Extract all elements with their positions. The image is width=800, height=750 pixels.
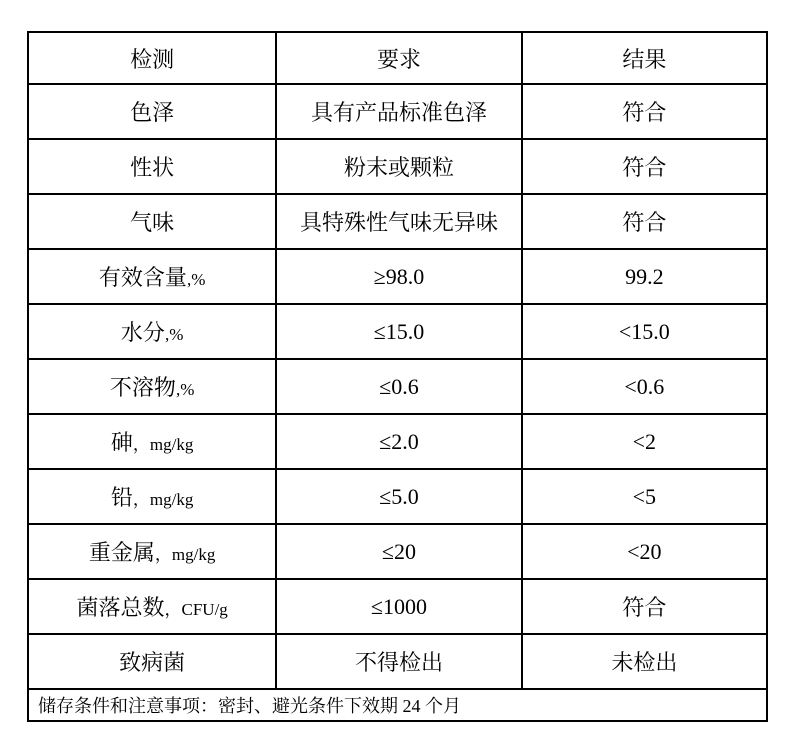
header-cell-requirement: 要求 xyxy=(276,32,521,84)
requirement-cell: 具有产品标准色泽 xyxy=(276,84,521,139)
test-cell xyxy=(28,194,276,249)
test-cell xyxy=(28,304,276,359)
table-row xyxy=(28,304,767,359)
test-cell xyxy=(28,469,276,524)
table-row xyxy=(28,414,767,469)
test-name: 砷 xyxy=(110,430,133,455)
storage-conditions-note: 储存条件和注意事项：密封、避光条件下效期 24 个月 xyxy=(28,689,767,721)
requirement-cell: ≤20 xyxy=(276,524,521,579)
result-cell: 99.2 xyxy=(522,249,767,304)
requirement-cell: ≤1000 xyxy=(276,579,521,634)
table-row xyxy=(28,634,767,689)
table-header-row xyxy=(28,32,767,84)
result-cell: 符合 xyxy=(522,579,767,634)
test-unit: ，CFU/g xyxy=(164,600,228,619)
requirement-cell: 具特殊性气味无异味 xyxy=(276,194,521,249)
table-row xyxy=(28,579,767,634)
requirement-cell: ≤2.0 xyxy=(276,414,521,469)
test-unit: ，mg/kg xyxy=(154,545,216,564)
test-name: 水分 xyxy=(120,320,165,345)
table-row xyxy=(28,139,767,194)
requirement-cell: 不得检出 xyxy=(276,634,521,689)
test-unit: ,% xyxy=(175,380,195,399)
test-cell xyxy=(28,359,276,414)
result-cell: 符合 xyxy=(522,139,767,194)
test-cell xyxy=(28,139,276,194)
result-cell: <0.6 xyxy=(522,359,767,414)
table-row xyxy=(28,194,767,249)
test-name: 重金属 xyxy=(88,540,155,565)
header-cell-test: 检测 xyxy=(28,32,276,84)
result-cell: <2 xyxy=(522,414,767,469)
table-row xyxy=(28,249,767,304)
test-name: 有效含量 xyxy=(98,265,187,290)
table-row xyxy=(28,359,767,414)
requirement-cell: ≤15.0 xyxy=(276,304,521,359)
test-cell xyxy=(28,634,276,689)
result-cell: <15.0 xyxy=(522,304,767,359)
test-cell xyxy=(28,249,276,304)
result-cell: <20 xyxy=(522,524,767,579)
table-footer-row xyxy=(28,689,767,721)
requirement-cell: ≥98.0 xyxy=(276,249,521,304)
result-cell: 符合 xyxy=(522,194,767,249)
test-name: 色泽 xyxy=(130,100,175,125)
test-cell xyxy=(28,84,276,139)
requirement-cell: ≤0.6 xyxy=(276,359,521,414)
test-unit: ,% xyxy=(186,270,206,289)
requirement-cell: ≤5.0 xyxy=(276,469,521,524)
test-unit: ，mg/kg xyxy=(132,435,194,454)
table-row xyxy=(28,524,767,579)
test-cell xyxy=(28,524,276,579)
test-name: 菌落总数 xyxy=(76,595,165,620)
test-name: 铅 xyxy=(110,485,133,510)
test-name: 致病菌 xyxy=(119,650,186,675)
test-unit: ,% xyxy=(164,325,184,344)
requirement-cell: 粉末或颗粒 xyxy=(276,139,521,194)
result-cell: <5 xyxy=(522,469,767,524)
table-row xyxy=(28,84,767,139)
inspection-table xyxy=(27,31,768,722)
test-unit: ，mg/kg xyxy=(132,490,194,509)
result-cell: 未检出 xyxy=(522,634,767,689)
test-cell xyxy=(28,579,276,634)
header-cell-result: 结果 xyxy=(522,32,767,84)
test-name: 气味 xyxy=(130,210,175,235)
test-cell xyxy=(28,414,276,469)
test-name: 不溶物 xyxy=(109,375,176,400)
test-name: 性状 xyxy=(130,155,175,180)
table-row xyxy=(28,469,767,524)
result-cell: 符合 xyxy=(522,84,767,139)
